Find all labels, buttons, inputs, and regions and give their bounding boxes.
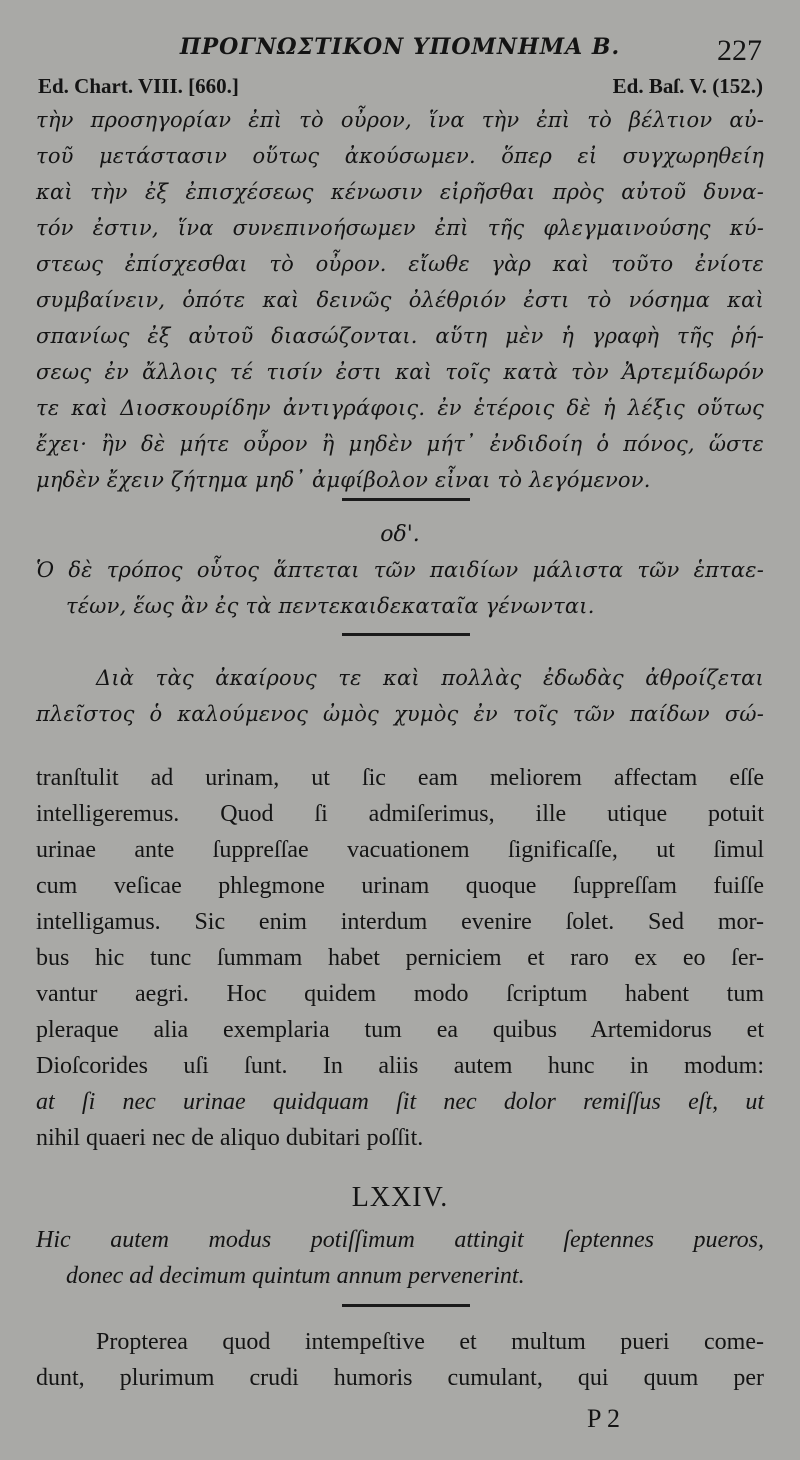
text-line: σπανίως ἐξ αὐτοῦ διασώζονται. αὕτη μὲν ἡ γραφὴ τῆς ῥή-: [36, 324, 764, 348]
latin-aphorism: [36, 1222, 764, 1294]
latin-commentary-top: [36, 760, 764, 1156]
latin-section-number: LXXIV.: [351, 1182, 449, 1213]
text-line: συμβαίνειν, ὁπότε καὶ δεινῶς ὀλέθριόν ἐστι τὸ νόσημα καὶ: [36, 288, 764, 312]
edition-chartier: Ed. Chart. VIII. [660.]: [38, 74, 239, 98]
text-line: dunt, plurimum crudi humoris cumulant, qui quum per: [36, 1365, 764, 1391]
text-line: στεως ἐπίσχεσθαι τὸ οὖρον. εἴωθε γὰρ καὶ τοῦτο ἐνίοτε: [36, 252, 764, 276]
text-line: nihil quaeri nec de aliquo dubitari poſſit.: [36, 1125, 424, 1151]
text-line: Διὰ τὰς ἀκαίρους τε καὶ πολλὰς ἐδωδὰς ἀθροίζεται: [96, 666, 764, 690]
latin-commentary: [36, 1324, 764, 1396]
text-line: donec ad decimum quintum annum pervenerint.: [66, 1263, 525, 1289]
edition-basel: Ed. Baſ. V. (152.): [612, 74, 763, 98]
text-line: vantur aegri. Hoc quidem modo ſcriptum habent tum: [36, 981, 764, 1007]
text-line: τοῦ μετάστασιν οὕτως ἀκούσωμεν. ὅπερ εἰ συγχωρηθείη: [36, 144, 764, 168]
divider-rule: [342, 633, 470, 636]
greek-commentary-top: [36, 102, 764, 498]
text-line: πλεῖστος ὁ καλούμενος ὠμὸς χυμὸς ἐν τοῖς τῶν παίδων σώ-: [36, 702, 764, 726]
text-line: τόν ἐστιν, ἵνα συνεπινοήσωμεν ἐπὶ τῆς φλεγμαινούσης κύ-: [36, 216, 764, 240]
text-line: at ſi nec urinae quidquam ſit nec dolor remiſſus eſt, ut: [36, 1089, 764, 1115]
divider-rule: [342, 498, 470, 501]
divider-rule: [342, 1304, 470, 1307]
page-number: 227: [717, 34, 762, 67]
running-title: ΠΡΟΓΝΩΣΤΙΚΟΝ ΥΠΟΜΝΗΜΑ Β.: [179, 34, 621, 60]
text-line: καὶ τὴν ἐξ ἐπισχέσεως κένωσιν εἰρῆσθαι πρὸς αὐτοῦ δυνα-: [36, 180, 764, 204]
running-head: [0, 30, 800, 74]
text-line: tranſtulit ad urinam, ut ſic eam meliorem affectam eſſe: [36, 765, 764, 791]
greek-section-number: οδ'.: [380, 522, 420, 547]
edition-references: [38, 74, 763, 102]
text-line: Propterea quod intempeſtive et multum pueri come-: [96, 1329, 764, 1355]
greek-aphorism: [36, 552, 764, 624]
text-line: cum veſicae phlegmone urinam quoque ſuppreſſam fuiſſe: [36, 873, 764, 899]
text-line: intelligamus. Sic enim interdum evenire ſolet. Sed mor-: [36, 909, 764, 935]
text-line: Dioſcorides uſi ſunt. In aliis autem hunc in modum:: [36, 1053, 764, 1079]
text-line: intelligeremus. Quod ſi admiſerimus, ille utique potuit: [36, 801, 764, 827]
text-line: ἔχει· ἢν δὲ μήτε οὖρον ἢ μηδὲν μήτ᾽ ἐνδιδοίη ὁ πόνος, ὥστε: [36, 432, 764, 456]
text-line: Hic autem modus potiſſimum attingit ſeptennes pueros,: [36, 1227, 764, 1253]
text-line: τε καὶ Διοσκουρίδην ἀντιγράφοις. ἐν ἑτέροις δὲ ἡ λέξις οὕτως: [36, 396, 764, 420]
text-line: pleraque alia exemplaria tum ea quibus Artemidorus et: [36, 1017, 764, 1043]
text-line: τὴν προσηγορίαν ἐπὶ τὸ οὖρον, ἵνα τὴν ἐπὶ τὸ βέλτιον αὐ-: [36, 108, 764, 132]
text-line: σεως ἐν ἄλλοις τέ τισίν ἐστι καὶ τοῖς κατὰ τὸν Ἀρτεμίδωρόν: [36, 360, 764, 384]
text-line: μηδὲν ἔχειν ζήτημα μηδ᾽ ἀμφίβολον εἶναι τὸ λεγόμενον.: [36, 468, 651, 492]
text-line: urinae ante ſuppreſſae vacuationem ſignificaſſe, ut ſimul: [36, 837, 764, 863]
printer-signature: P 2: [587, 1404, 620, 1433]
text-line: Ὁ δὲ τρόπος οὗτος ἅπτεται τῶν παιδίων μάλιστα τῶν ἑπταε-: [36, 558, 764, 582]
text-line: bus hic tunc ſummam habet perniciem et raro ex eo ſer-: [36, 945, 764, 971]
text-line: τέων, ἕως ἂν ἐς τὰ πεντεκαιδεκαταῖα γένωνται.: [66, 594, 595, 618]
greek-commentary: [36, 660, 764, 732]
